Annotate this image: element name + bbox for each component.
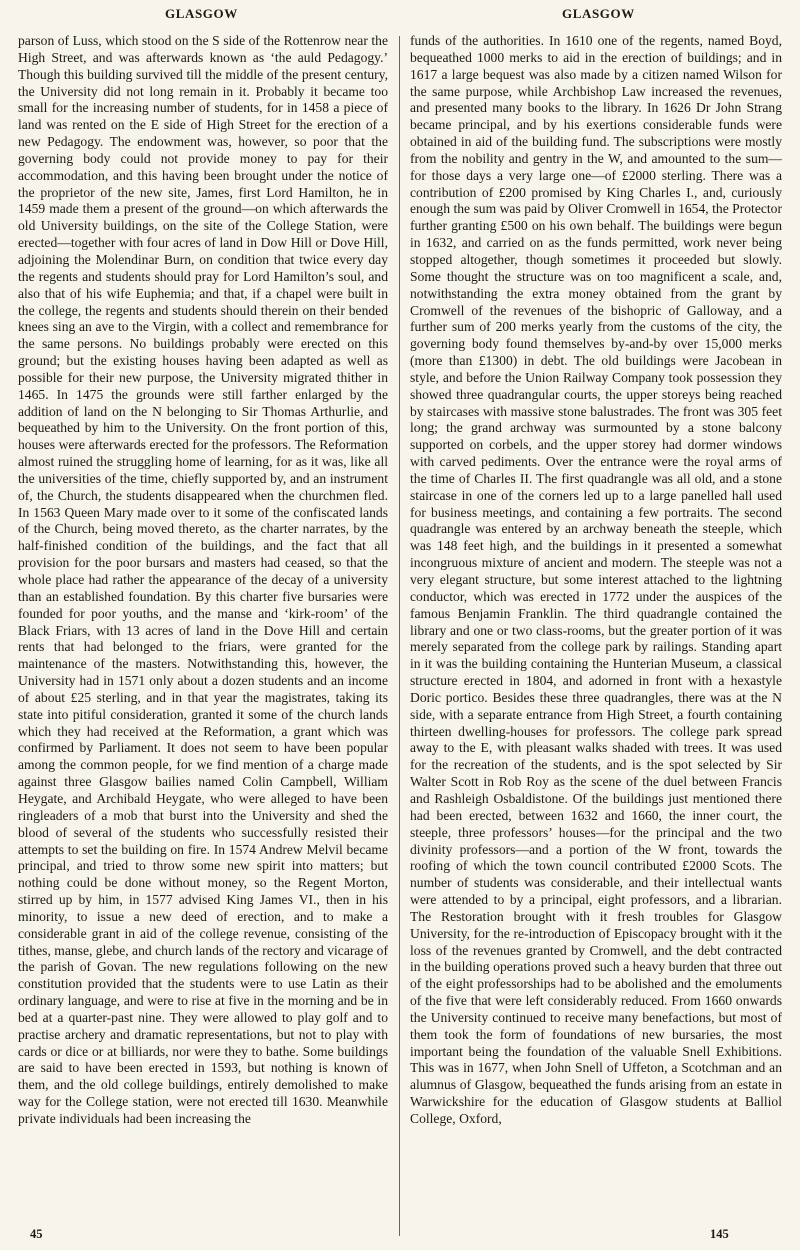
right-text-column xyxy=(410,33,782,1225)
column-divider xyxy=(399,36,400,1236)
running-head-right: GLASGOW xyxy=(562,6,635,21)
left-text-column xyxy=(18,33,388,1225)
left-column-paragraph: parson of Luss, which stood on the S side of the Rottenrow near the High Street, and was afterwards known as ‘the auld Pedagogy.’ Though this building survived till the middle of the present century, the University did not long remain in it. Probably it became too small for the increasing number of students, for in 1458 a piece of land was rented on the E side of High Street for the erection of a new Pedagogy. The endowment was, however, so poor that the governing body could not provide money to pay for their accommodation, and this having been brought under the notice of the proprietor of the new site, James, first Lord Hamilton, he in 1459 made them a present of the ground—on which afterwards the old University buildings, on the site of the College Station, were erected—together with four acres of land in Dow Hill or Dove Hill, adjoining the Molendinar Burn, on condition that twice every day the regents and students should pray for Lord Hamilton’s soul, and also that of his wife Euphemia; and that, if a chapel were built in the college, the regents and students should therein on their bended knees sing an ave to the Virgin, with a collect and remembrance for the same persons. No buildings probably were erected on this ground; but the existing houses having been adapted as well as possible for their new purpose, the University migrated thither in 1465. In 1475 the grounds were still farther enlarged by the addition of land on the N belonging to Sir Thomas Arthurlie, and bequeathed by him to the University. On the front portion of this, houses were afterwards erected for the professors. The Reformation almost ruined the struggling home of learning, for as it was, like all the universities of the time, chiefly supported by, and an instrument of, the Church, the students disappeared when the churchmen fled. In 1563 Queen Mary made over to it some of the confiscated lands of the Church, being moved thereto, as the charter narrates, by the half-finished condition of the buildings, and the fact that all provision for the poor bursars and masters had ceased, so that the whole place had rather the appearance of the decay of a university than an established foundation. By this charter five bursaries were founded for poor youths, and the manse and ‘kirk-room’ of the Black Friars, with 13 acres of land in the Dove Hill and certain rents that had belonged to the friars, were granted for the maintenance of the masters. Notwithstanding this, however, the University had in 1571 only about a dozen students and an income of about £25 sterling, and in that year the magistrates, taking its state into pitiful consideration, granted it some of the church lands which they had received at the Reformation, a grant which was confirmed by Parliament. It does not seem to have been popular among the common people, for we find mention of a charge made against three Glasgow bailies named Colin Campbell, William Heygate, and Archibald Heygate, who were alleged to have been ringleaders of a mob that burst into the University and shed the blood of several of the students who successfully resisted their attempts to set the building on fire. In 1574 Andrew Melvil became principal, and tried to throw some new spirit into matters; but nothing could be done without money, so the Regent Morton, stirred up by him, in 1577 advised King James VI., then in his minority, to issue a new deed of erection, and to make a considerable grant in aid of the college revenue, consisting of the tithes, manse, glebe, and church lands of the rectory and vicarage of the parish of Govan. The new regulations following on the new constitution provided that the students were to use Latin as their ordinary language, and were to rise at five in the morning and be in bed at a quarter-past nine. They were allowed to play golf and to practise archery and dramatic representations, but not to play with cards or dice or at billiards, nor were they to bathe. Some buildings are said to have been erected in 1593, but nothing is known of them, and the old college buildings, entirely demolished to make way for the College station, were not erected till 1630. Meanwhile private individuals had been increasing the xyxy=(18,33,388,1126)
running-head-left: GLASGOW xyxy=(165,6,238,21)
page-number-right: 145 xyxy=(710,1227,729,1241)
right-column-paragraph: funds of the authorities. In 1610 one of the regents, named Boyd, bequeathed 1000 merks to aid in the erection of buildings; and in 1617 a large bequest was also made by a citizen named Wilson for the same purpose, while Archbishop Law increased the revenues, and presented many books to the library. In 1626 Dr John Strang became principal, and by his exertions considerable funds were obtained in aid of the building fund. The subscriptions were mostly from the nobility and gentry in the W, and amounted to the sum—for those days a very large one—of £2000 sterling. There was a contribution of £200 promised by King Charles I., and, curiously enough the sum was paid by Oliver Cromwell in 1654, the Protector further granting £500 on his own behalf. The buildings were begun in 1632, and carried on as the funds permitted, work never being stopped altogether, though sometimes it proceeded but slowly. Some thought the structure was on too magnificent a scale, and, notwithstanding the extra money obtained from the grant by Cromwell of the revenues of the bishopric of Galloway, and a further sum of 200 merks yearly from the customs of the city, the governing body found themselves by-and-by over 15,000 merks (more than £1300) in debt. The old buildings were Jacobean in style, and before the Union Railway Company took possession they showed three quadrangular courts, the upper storeys being reached by staircases with massive stone balustrades. The front was 305 feet long; the grand archway was surmounted by a stone balcony supported on corbels, and the upper storey had dormer windows with carved pediments. Over the entrance were the royal arms of the time of Charles II. The first quadrangle was all old, and a stone staircase in one of the corners led up to a large panelled hall used for business meetings, and containing a few portraits. The second quadrangle was entered by an archway beneath the steeple, which was 148 feet high, and the buildings in it presented a somewhat incongruous mixture of ancient and modern. The steeple was not a very elegant structure, but some interest attached to the lightning conductor, which was erected in 1772 under the auspices of the famous Benjamin Franklin. The third quadrangle contained the library and one or two class-rooms, but the greater portion of it was merely separated from the college park by railings. Standing apart in it was the building containing the Hunterian Museum, a classical structure erected in 1804, and adorned in front with a hexastyle Doric portico. Besides these three quadrangles, there was at the N side, with a separate entrance from High Street, a fourth containing thirteen dwelling-houses for professors. The college park spread away to the E, with pleasant walks shaded with trees. It was used for the recreation of the students, and is the spot selected by Sir Walter Scott in Rob Roy as the scene of the duel between Francis and Rashleigh Osbaldistone. Of the buildings just mentioned there had been erected, between 1632 and 1660, the inner court, the steeple, three professors’ houses—for the principal and the two divinity professors—and a portion of the W front, towards the roofing of which the town council contributed £2000 Scots. The number of students was considerable, and their intellectual wants were attended to by a principal, eight professors, and a librarian. The Restoration brought with it fresh troubles for Glasgow University, for the re-introduction of Episcopacy brought with it the loss of the revenues granted by Cromwell, and the debt contracted in the building operations proved such a heavy burden that three out of the eight professorships had to be abolished and the emoluments of the five that were left considerably reduced. From 1660 onwards the University continued to receive many benefactions, but most of them took the form of foundations of new bursaries, the most important being the foundation of the valuable Snell Exhibitions. This was in 1677, when John Snell of Uffeton, a Scotchman and an alumnus of Glasgow, bequeathed the funds arising from an estate in Warwickshire for the education of Glasgow students at Balliol College, Oxford, xyxy=(410,33,782,1126)
page-number-left: 45 xyxy=(30,1227,43,1241)
